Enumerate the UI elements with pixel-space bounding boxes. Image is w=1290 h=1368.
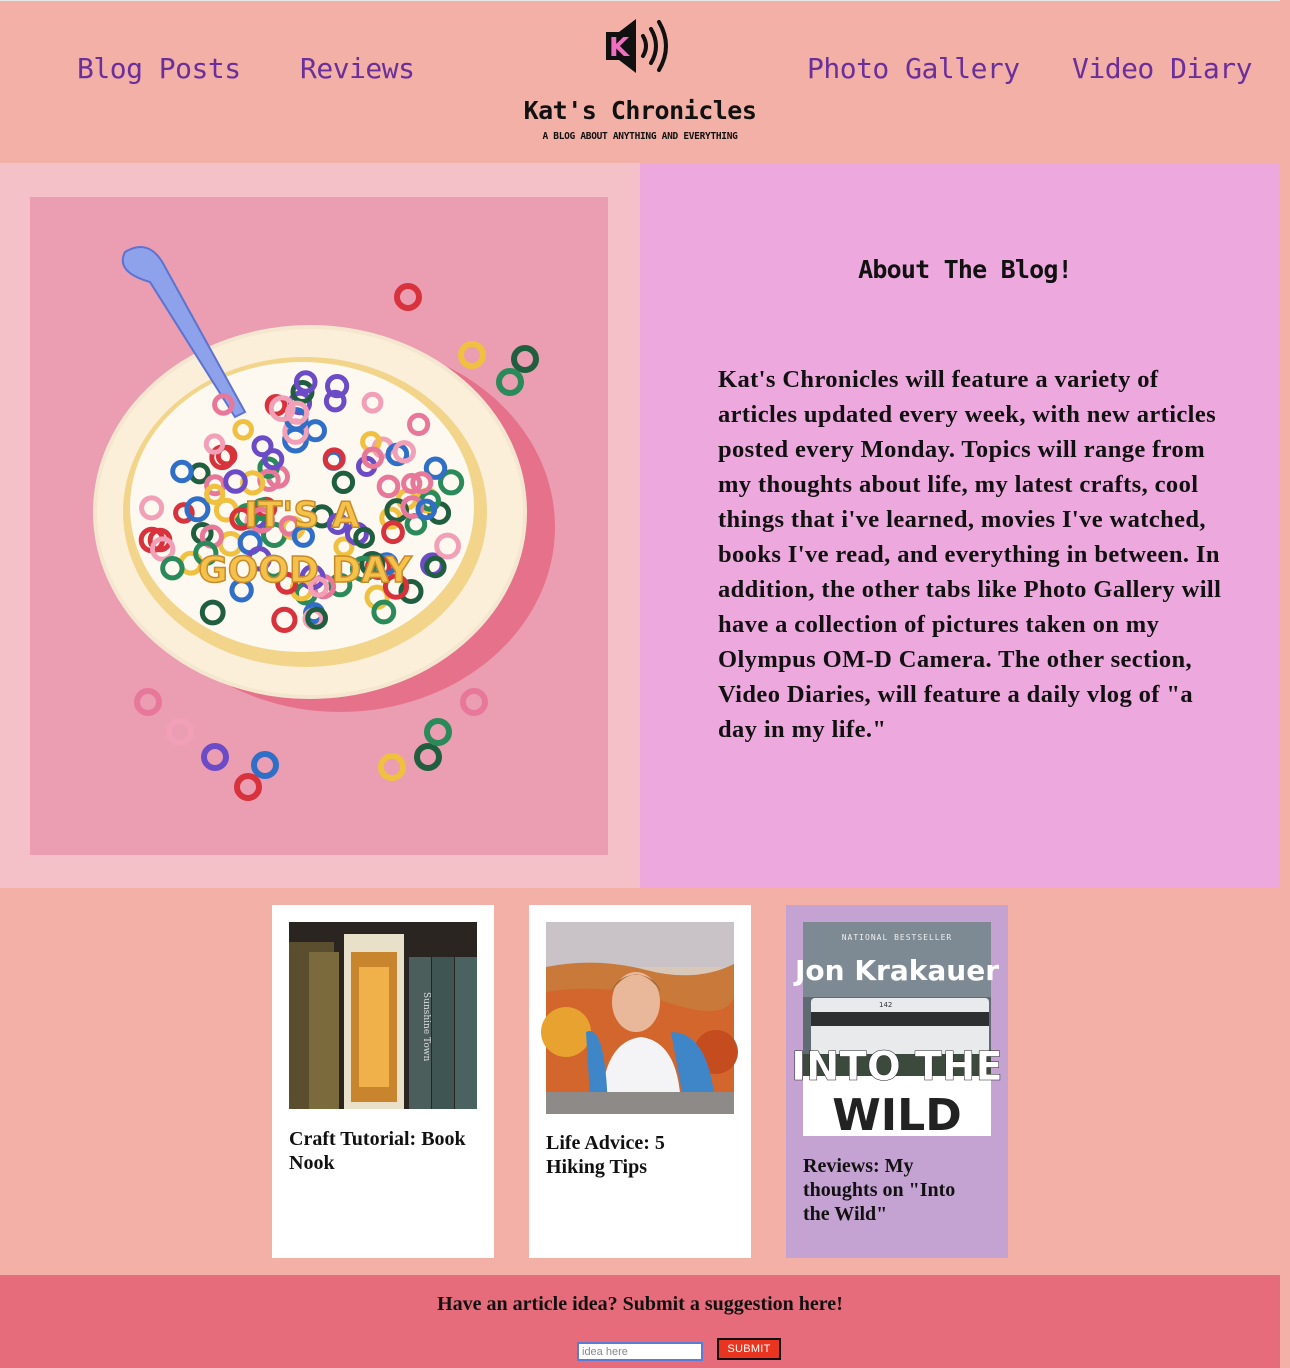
- idea-input[interactable]: [577, 1342, 703, 1361]
- logo-letter: K: [609, 33, 630, 63]
- cereal-ring: [417, 746, 439, 768]
- article-card-hiking[interactable]: [529, 905, 751, 1258]
- site-title: Kat's Chronicles: [523, 96, 757, 125]
- cover-title-line1: INTO THE: [791, 1044, 1003, 1090]
- suggestion-prompt: Have an article idea? Submit a suggestion here!: [437, 1293, 843, 1315]
- nav-link-video-diary[interactable]: Video Diary: [1072, 52, 1252, 85]
- cereal-ring: [427, 721, 449, 743]
- cereal-ring: [169, 721, 191, 743]
- cereal-ring: [461, 344, 483, 366]
- cereal-ring: [204, 746, 226, 768]
- speaker-k-logo-icon[interactable]: [603, 16, 673, 76]
- cereal-ring: [237, 776, 259, 798]
- about-title: About The Blog!: [858, 255, 1072, 284]
- article-card-into-the-wild[interactable]: [786, 905, 1008, 1258]
- cereal-ring: [514, 348, 536, 370]
- cereal-ring: [397, 286, 419, 308]
- site-tagline: A BLOG ABOUT ANYTHING AND EVERYTHING: [542, 131, 738, 142]
- article-card-book-nook[interactable]: [272, 905, 494, 1258]
- cover-banner: NATIONAL BESTSELLER: [841, 933, 953, 942]
- book-spine-text: Sunshine Town: [421, 992, 431, 1062]
- hiking-photo-thumbnail: [546, 922, 734, 1114]
- nav-link-blog-posts[interactable]: Blog Posts: [77, 52, 241, 85]
- cover-title-line2: WILD: [832, 1090, 962, 1141]
- submit-button[interactable]: SUBMIT: [717, 1338, 781, 1360]
- nav-link-photo-gallery[interactable]: Photo Gallery: [807, 52, 1020, 85]
- cover-bus-number: 142: [879, 1001, 893, 1009]
- hero-cereal-image: [30, 197, 608, 855]
- into-the-wild-cover-thumbnail: [791, 922, 1003, 1141]
- cover-author: Jon Krakauer: [795, 954, 999, 987]
- article-card-title[interactable]: Reviews: My thoughts on "Into the Wild": [803, 1155, 956, 1225]
- hero-image-text-line2: GOOD DAY: [198, 550, 412, 591]
- book-nook-thumbnail: [289, 922, 477, 1109]
- cereal-ring: [381, 756, 403, 778]
- cereal-ring: [499, 371, 521, 393]
- nav-link-reviews[interactable]: Reviews: [300, 52, 415, 85]
- cereal-ring: [137, 691, 159, 713]
- about-text: Kat's Chronicles will feature a variety of articles updated every week, with new articles posted every Monday. Topics will range from my thoughts about life, my latest crafts, cool things that i've learned, movies I've watched, books I've read, and everything in between. In addition, the other tabs like Photo Gallery will have a collection of pictures taken on my Olympus OM-D Camera. The other section, Video Diaries, will feature a daily vlog of "a day in my life.": [718, 366, 1222, 743]
- cereal-ring: [463, 691, 485, 713]
- cereal-ring: [254, 754, 276, 776]
- article-card-title[interactable]: Life Advice: 5 Hiking Tips: [546, 1132, 665, 1178]
- article-card-title[interactable]: Craft Tutorial: Book Nook: [289, 1128, 466, 1174]
- svg-text:Sunshine Town: [421, 992, 431, 1061]
- hero-image-text-line1: IT'S A: [244, 495, 360, 536]
